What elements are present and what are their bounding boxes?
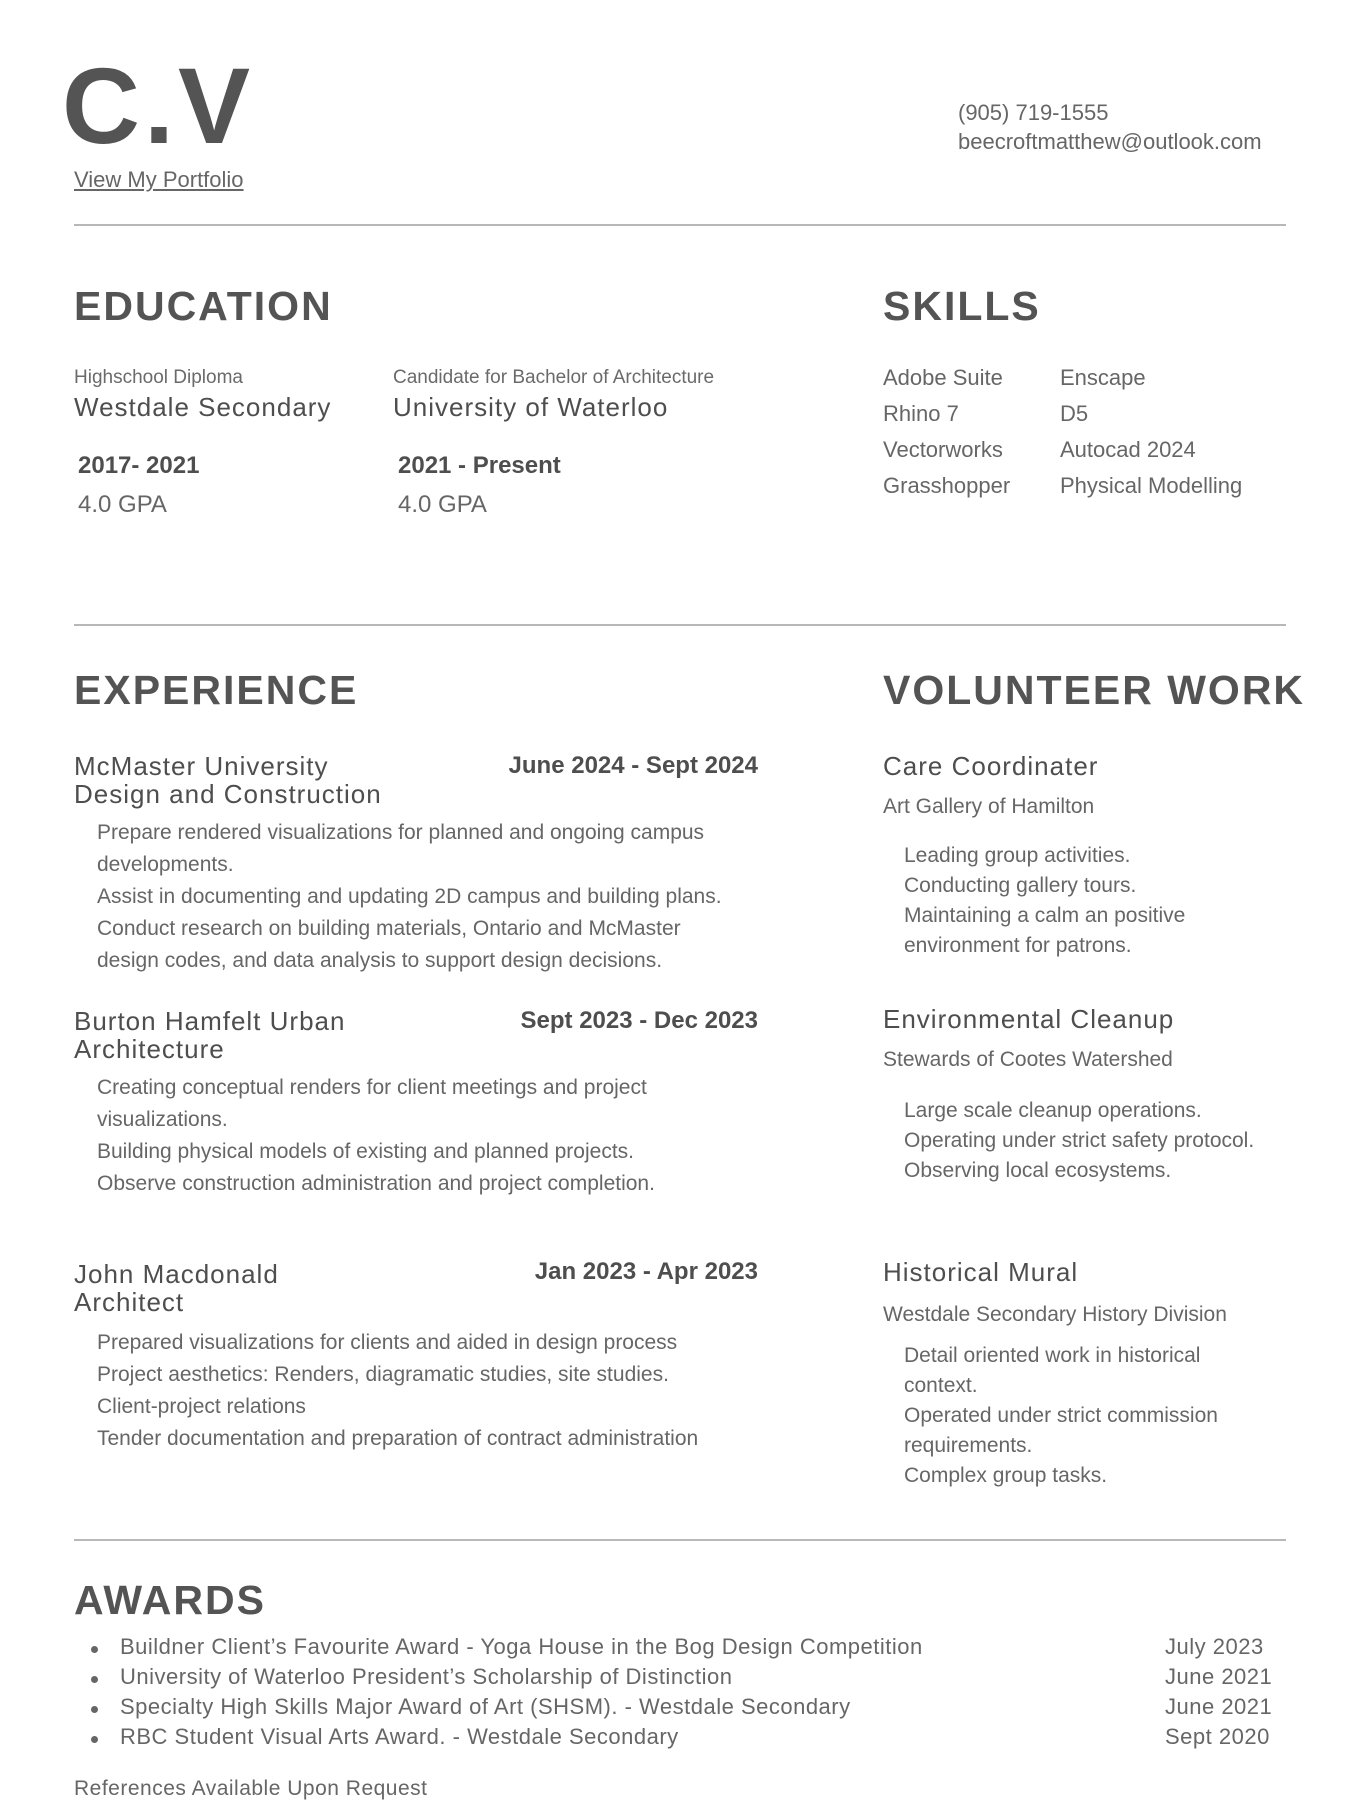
award-item bbox=[88, 1664, 1288, 1694]
skills-column-2 bbox=[1060, 360, 1242, 504]
award-date: June 2021 bbox=[1165, 1694, 1273, 1719]
skills-column-1 bbox=[883, 360, 1010, 504]
credential: Candidate for Bachelor of Architecture bbox=[393, 367, 715, 388]
skill-item: Adobe Suite bbox=[883, 365, 1003, 390]
job-title: John Macdonald Architect bbox=[74, 1259, 279, 1317]
volunteer-description: Large scale cleanup operations. Operating under strict safety protocol. Observing local ecosystems. bbox=[904, 1099, 1255, 1182]
references-note: References Available Upon Request bbox=[74, 1777, 428, 1800]
job-description: Creating conceptual renders for client meetings and project visualizations. Building physical models of existing and planned projects. Observe construction administration and project completion. bbox=[97, 1076, 655, 1195]
skills-heading: SKILLS bbox=[883, 283, 1041, 329]
gpa: 4.0 GPA bbox=[78, 491, 167, 518]
email-address: beecroftmatthew@outlook.com bbox=[958, 129, 1262, 154]
volunteer-description: Detail oriented work in historical context. Operated under strict commission requirements. Complex group tasks. bbox=[904, 1344, 1218, 1487]
education-years: 2017- 2021 bbox=[78, 452, 200, 479]
award-date: June 2021 bbox=[1165, 1664, 1273, 1689]
awards-list bbox=[88, 1634, 1288, 1754]
volunteer-organization: Stewards of Cootes Watershed bbox=[883, 1048, 1173, 1071]
award-date: July 2023 bbox=[1165, 1634, 1264, 1659]
job-dates: Sept 2023 - Dec 2023 bbox=[520, 1007, 758, 1034]
skill-item: Enscape bbox=[1060, 365, 1146, 390]
award-item bbox=[88, 1724, 1288, 1754]
volunteer-organization: Westdale Secondary History Division bbox=[883, 1303, 1227, 1326]
education-heading: EDUCATION bbox=[74, 283, 333, 329]
divider bbox=[74, 624, 1286, 626]
award-name: University of Waterloo President’s Scholarship of Distinction bbox=[120, 1664, 733, 1689]
job-title: Burton Hamfelt Urban Architecture bbox=[74, 1006, 346, 1064]
cv-title: C.V bbox=[62, 45, 255, 166]
volunteer-role: Environmental Cleanup bbox=[883, 1004, 1175, 1034]
education-years: 2021 - Present bbox=[398, 452, 561, 479]
volunteer-role: Care Coordinater bbox=[883, 751, 1099, 781]
volunteer-description: Leading group activities. Conducting gallery tours. Maintaining a calm an positive environment for patrons. bbox=[904, 844, 1186, 957]
school-name: Westdale Secondary bbox=[74, 392, 332, 422]
experience-heading: EXPERIENCE bbox=[74, 667, 359, 713]
contact-info bbox=[958, 98, 1262, 156]
phone-number: (905) 719-1555 bbox=[958, 100, 1109, 125]
portfolio-link[interactable]: View My Portfolio bbox=[74, 167, 244, 192]
divider bbox=[74, 1539, 1286, 1541]
award-name: Buildner Client’s Favourite Award - Yoga House in the Bog Design Competition bbox=[120, 1634, 923, 1659]
skill-item: Rhino 7 bbox=[883, 401, 959, 426]
job-dates: Jan 2023 - Apr 2023 bbox=[534, 1258, 758, 1285]
skill-item: Physical Modelling bbox=[1060, 473, 1243, 498]
award-date: Sept 2020 bbox=[1165, 1724, 1270, 1749]
skill-item: Grasshopper bbox=[883, 473, 1011, 498]
award-item bbox=[88, 1634, 1288, 1664]
job-dates: June 2024 - Sept 2024 bbox=[508, 752, 758, 779]
skill-item: Autocad 2024 bbox=[1060, 437, 1196, 462]
gpa: 4.0 GPA bbox=[398, 491, 487, 518]
award-name: Specialty High Skills Major Award of Art (SHSM). - Westdale Secondary bbox=[120, 1694, 851, 1719]
award-name: RBC Student Visual Arts Award. - Westdale Secondary bbox=[120, 1724, 679, 1749]
skill-item: D5 bbox=[1060, 401, 1089, 426]
job-description: Prepare rendered visualizations for planned and ongoing campus developments. Assist in documenting and updating 2D campus and building plans. Conduct research on building materials, Ontario and McMaster design codes, and data analysis to support design decisions. bbox=[97, 821, 722, 972]
credential: Highschool Diploma bbox=[74, 367, 243, 388]
job-title: McMaster University Design and Construction bbox=[74, 751, 382, 809]
school-name: University of Waterloo bbox=[393, 392, 669, 422]
volunteer-heading: VOLUNTEER WORK bbox=[883, 667, 1306, 713]
divider bbox=[74, 224, 1286, 226]
volunteer-role: Historical Mural bbox=[883, 1257, 1079, 1287]
volunteer-organization: Art Gallery of Hamilton bbox=[883, 795, 1095, 818]
award-item bbox=[88, 1694, 1288, 1724]
awards-heading: AWARDS bbox=[74, 1577, 266, 1623]
job-description: Prepared visualizations for clients and aided in design process Project aesthetics: Renders, diagramatic studies, site studies. Client-project relations Tender documentation and preparation of contract administration bbox=[97, 1331, 699, 1450]
skill-item: Vectorworks bbox=[883, 437, 1003, 462]
